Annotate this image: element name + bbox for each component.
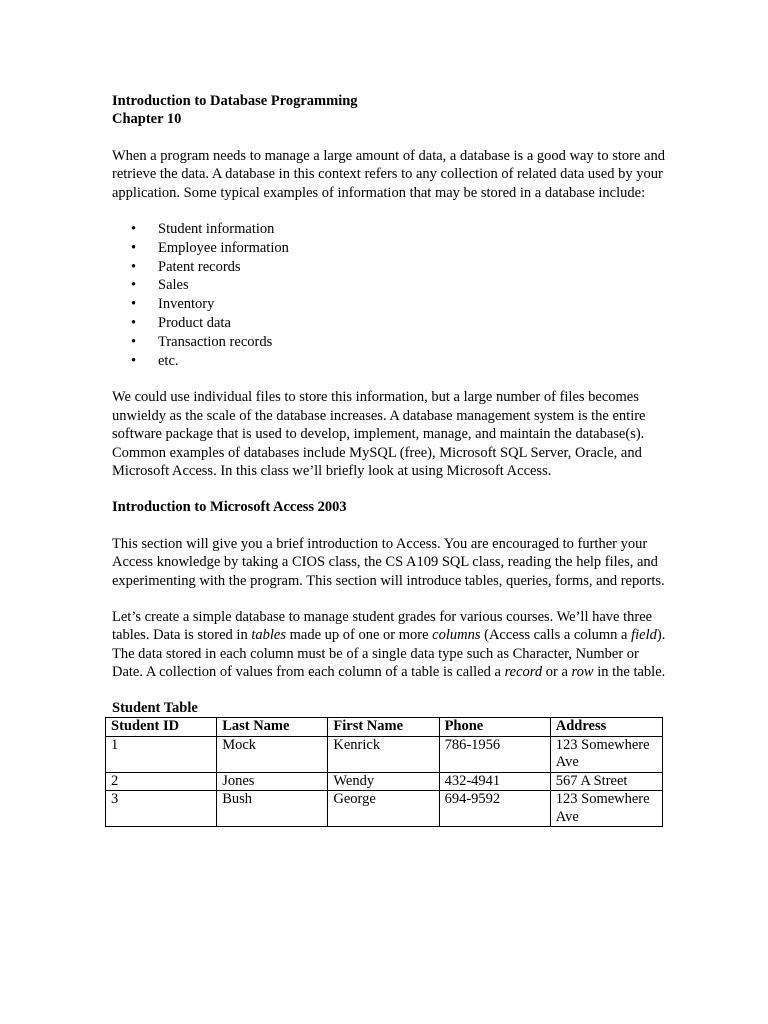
table-cell: Jones (217, 772, 328, 791)
student-table (105, 717, 663, 827)
table-row (106, 736, 663, 772)
table-cell: 3 (106, 791, 217, 827)
table-header-row (106, 718, 663, 737)
table-cell: George (328, 791, 439, 827)
examples-bullet-list (112, 220, 672, 370)
table-cell: Kenrick (328, 736, 439, 772)
bullet-icon: • (131, 239, 137, 256)
bullet-icon: • (131, 277, 137, 294)
table-cell: Mock (217, 736, 328, 772)
document-page (112, 92, 672, 827)
column-header-address: Address (550, 718, 662, 737)
access-section-heading: Introduction to Microsoft Access 2003 (112, 499, 347, 516)
list-item (112, 276, 672, 295)
list-item-label: Employee information (158, 239, 289, 256)
document-title: Introduction to Database Programming (112, 93, 358, 109)
document-title-block (112, 92, 672, 129)
field-term: field (631, 627, 657, 644)
list-item-label: Transaction records (158, 333, 273, 350)
list-item-label: Student information (158, 221, 275, 238)
bullet-icon: • (131, 296, 137, 313)
list-item (112, 314, 672, 333)
bullet-icon: • (131, 333, 137, 350)
columns-term: columns (432, 627, 481, 644)
tables-paragraph: Let’s create a simple database to manage student grades for various courses. We’ll have three tables. Data is stored in tables made up of one or more columns (Access calls a column a field). The data stored in each column must be of a single data type such as Character, Number or Date. A collection of values from each column of a table is called a record or a row in the table. (112, 609, 666, 681)
list-item (112, 220, 672, 239)
column-header-student-id: Student ID (106, 718, 217, 737)
list-item-label: etc. (158, 352, 179, 369)
table-cell: 123 Somewhere Ave (550, 736, 662, 772)
row-term: row (571, 664, 594, 681)
column-header-first-name: First Name (328, 718, 439, 737)
list-item-label: Sales (158, 277, 189, 294)
table-cell: 432-4941 (439, 772, 550, 791)
list-item-label: Inventory (158, 296, 215, 313)
list-item (112, 239, 672, 258)
list-item-label: Patent records (158, 258, 241, 275)
list-item (112, 295, 672, 314)
bullet-icon: • (131, 315, 137, 332)
table-cell: 786-1956 (439, 736, 550, 772)
intro-paragraph: When a program needs to manage a large amount of data, a database is a good way to store and retrieve the data. A database in this context refers to any collection of related data used by your application. Some typical examples of information that may be stored in a database include: (112, 147, 665, 201)
table-cell: 2 (106, 772, 217, 791)
files-paragraph: We could use individual files to store this information, but a large number of files becomes unwieldy as the scale of the database increases. A database management system is the entire software package that is used to develop, implement, manage, and maintain the database(s). Common examples of databases include MySQL (free), Microsoft SQL Server, Oracle, and Microsoft Access. In this class we’ll briefly look at using Microsoft Access. (112, 389, 646, 480)
record-term: record (504, 664, 543, 681)
table-cell: 1 (106, 736, 217, 772)
table-cell: 567 A Street (550, 772, 662, 791)
table-cell: Wendy (328, 772, 439, 791)
list-item-label: Product data (158, 315, 231, 332)
tables-term: tables (251, 627, 286, 644)
list-item (112, 333, 672, 352)
column-header-last-name: Last Name (217, 718, 328, 737)
column-header-phone: Phone (439, 718, 550, 737)
student-table-caption: Student Table (112, 699, 198, 716)
bullet-icon: • (131, 221, 137, 238)
bullet-icon: • (131, 352, 137, 369)
table-row (106, 791, 663, 827)
list-item (112, 258, 672, 277)
list-item (112, 352, 672, 371)
bullet-icon: • (131, 258, 137, 275)
table-cell: Bush (217, 791, 328, 827)
table-cell: 123 Somewhere Ave (550, 791, 662, 827)
table-cell: 694-9592 (439, 791, 550, 827)
chapter-label: Chapter 10 (112, 111, 182, 128)
access-paragraph: This section will give you a brief introduction to Access. You are encouraged to further your Access knowledge by taking a CIOS class, the CS A109 SQL class, reading the help files, and experimenting with the program. This section will introduce tables, queries, forms, and reports. (112, 535, 665, 589)
table-row (106, 772, 663, 791)
